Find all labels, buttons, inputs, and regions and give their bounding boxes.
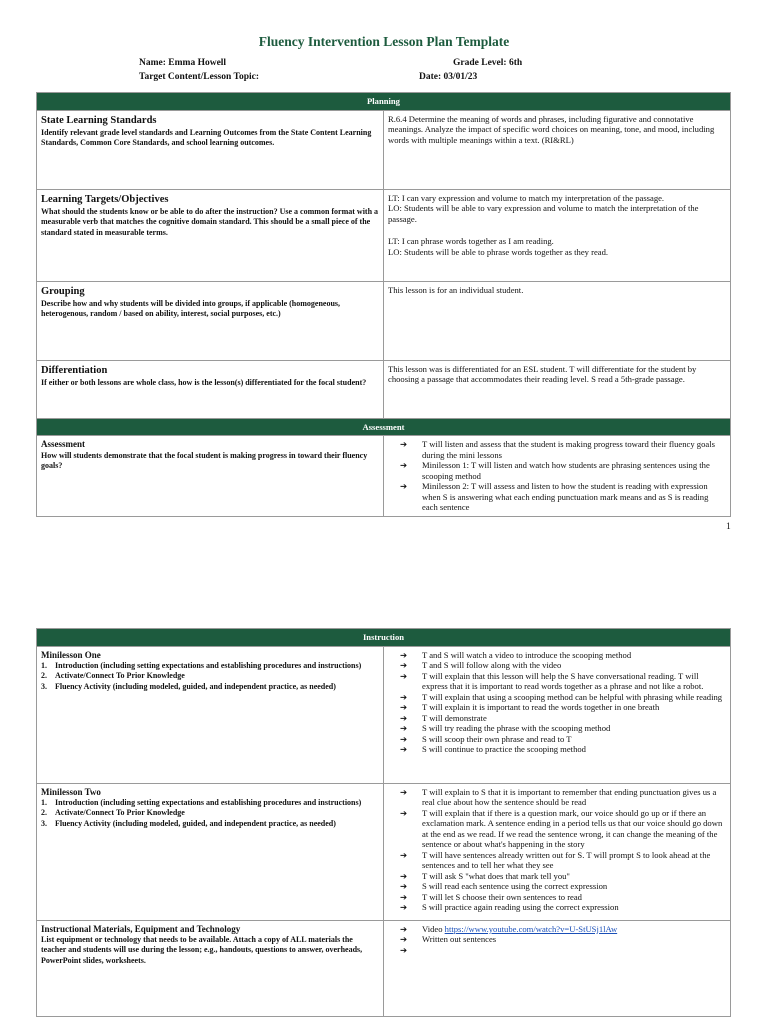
steps-list <box>41 798 379 829</box>
row-heading: State Learning Standards <box>41 114 157 126</box>
page-number: 1 <box>726 522 731 532</box>
arrow-icon: ➔ <box>400 807 408 818</box>
list-item: ➔ T and S will watch a video to introduce the scooping method <box>388 650 726 660</box>
list-item: ➔ T will demonstrate <box>388 713 726 723</box>
list-item: 3. Fluency Activity (including modeled, guided, and independent practice, as needed) <box>41 818 336 828</box>
planning-assessment-table <box>36 92 731 517</box>
row-content-cell <box>384 783 731 920</box>
list-item: ➔ T will have sentences already written out for S. T will prompt S to look ahead at the sentences and to tell her what they see <box>388 850 726 871</box>
list-item: 3. Fluency Activity (including modeled, guided, and independent practice, as needed) <box>41 681 336 691</box>
date-label: Date: <box>419 72 442 82</box>
list-item: 2. Activate/Connect To Prior Knowledge <box>41 808 185 818</box>
list-item: 1. Introduction (including setting expectations and establishing procedures and instructions) <box>41 797 362 807</box>
row-content-cell <box>384 189 731 281</box>
row-label-cell <box>37 783 384 920</box>
arrow-icon: ➔ <box>400 902 408 913</box>
date-value: 03/01/23 <box>443 72 478 82</box>
arrow-icon: ➔ <box>400 649 408 660</box>
list-item: ➔ Minilesson 2: T will assess and listen to how the student is reading with expression when S is answering what each ending punctuation mark means and as S is reading each sentence <box>388 481 726 512</box>
table-row <box>37 110 731 189</box>
row-content-cell <box>384 281 731 360</box>
student-name-line <box>139 58 226 68</box>
arrow-icon: ➔ <box>400 691 408 702</box>
date-line <box>419 72 477 82</box>
learning-objective: LO: Students will be able to phrase words together as they read. <box>388 246 609 257</box>
row-label-cell <box>37 189 384 281</box>
row-heading: Minilesson One <box>41 649 101 660</box>
grade-level: 6th <box>508 58 523 68</box>
table-row <box>37 189 731 281</box>
student-name: Emma Howell <box>168 58 227 68</box>
arrow-icon: ➔ <box>400 723 408 734</box>
list-item: ➔ Written out sentences <box>388 934 726 944</box>
row-description: Describe how and why students will be divided into groups, if applicable (homogeneous, heterogenous, random / based on ability, interest, social purposes, etc.) <box>41 298 341 319</box>
arrow-icon: ➔ <box>400 934 408 945</box>
list-item: ➔ T and S will follow along with the video <box>388 660 726 670</box>
grouping-text: This lesson is for an individual student. <box>388 284 524 295</box>
arrow-icon: ➔ <box>400 733 408 744</box>
standard-text: R.6.4 Determine the meaning of words and phrases, including figurative and connotative meanings. Analyze the impact of specific word choices on meaning, tone, and mood, including words with multiple meanings within a text. (RI&RL) <box>388 113 715 146</box>
row-content-cell <box>384 436 731 516</box>
materials-list <box>388 924 726 955</box>
arrow-icon: ➔ <box>400 712 408 723</box>
arrow-icon: ➔ <box>400 744 408 755</box>
arrow-icon: ➔ <box>400 702 408 713</box>
list-item: 1. Introduction (including setting expectations and establishing procedures and instructions) <box>41 660 362 670</box>
table-row <box>37 436 731 516</box>
list-item: ➔ T will explain that if there is a question mark, our voice should go up or if there an exclamation mark. A sentence ending in a period tells us that our voice should go down at the end as we read. If we read the sentence wrong, it can change the meaning of the sentence or about what's happening in the story <box>388 808 726 850</box>
learning-target: LT: I can vary expression and volume to match my interpretation of the passage. <box>388 192 665 203</box>
row-content-cell <box>384 110 731 189</box>
arrow-icon: ➔ <box>400 881 408 892</box>
document-title: Fluency Intervention Lesson Plan Template <box>258 34 510 49</box>
table-row <box>37 646 731 783</box>
list-item: ➔ S will continue to practice the scooping method <box>388 744 726 754</box>
row-label-cell <box>37 920 384 1016</box>
list-item: ➔ T will ask S "what does that mark tell you" <box>388 871 726 881</box>
row-heading: Learning Targets/Objectives <box>41 193 169 205</box>
row-content-cell <box>384 360 731 418</box>
arrow-icon: ➔ <box>400 481 408 492</box>
row-label-cell <box>37 436 384 516</box>
learning-objective: LO: Students will be able to vary expression and volume to match the interpretation of the passage. <box>388 203 699 225</box>
list-item: ➔ T will let S choose their own sentences to read <box>388 892 726 902</box>
row-heading: Grouping <box>41 285 85 297</box>
list-item: ➔ S will practice again reading using the correct expression <box>388 902 726 912</box>
list-item: ➔ T will explain it is important to read the words together in one breath <box>388 702 726 712</box>
arrow-icon: ➔ <box>400 439 408 450</box>
list-item <box>388 945 726 955</box>
row-content-cell <box>384 920 731 1016</box>
instruction-table <box>36 628 731 1017</box>
learning-target: LT: I can phrase words together as I am reading. <box>388 235 554 246</box>
video-link[interactable]: https://www.youtube.com/watch?v=U-StUSj1lAw <box>444 923 618 934</box>
arrow-icon: ➔ <box>400 849 408 860</box>
row-content-cell <box>384 646 731 783</box>
planning-header: Planning <box>37 93 731 111</box>
list-item: ➔ S will scoop their own phrase and read to T <box>388 734 726 744</box>
list-item: ➔ S will try reading the phrase with the scooping method <box>388 723 726 733</box>
arrow-icon: ➔ <box>400 891 408 902</box>
table-row <box>37 360 731 418</box>
list-item <box>388 924 726 934</box>
list-item: ➔ T will explain that using a scooping method can be helpful with phrasing while reading <box>388 692 726 702</box>
topic-label: Target Content/Lesson Topic: <box>139 72 259 82</box>
list-item: ➔ S will read each sentence using the correct expression <box>388 881 726 891</box>
row-description: What should the students know or be able to do after the instruction? Use a common format with a measurable verb that matches the cognitive domain standard. This should be a small piece of the standard stated in measurable terms. <box>41 206 379 237</box>
arrow-icon: ➔ <box>400 460 408 471</box>
row-label-cell <box>37 110 384 189</box>
instruction-header: Instruction <box>37 629 731 647</box>
row-heading: Assessment <box>41 439 85 450</box>
arrow-icon: ➔ <box>400 670 408 681</box>
row-heading: Minilesson Two <box>41 786 101 797</box>
row-label-cell <box>37 281 384 360</box>
list-item: ➔ T will listen and assess that the student is making progress toward their fluency goals during the mini lessons <box>388 439 726 460</box>
row-heading: Instructional Materials, Equipment and Technology <box>41 923 241 934</box>
arrow-icon: ➔ <box>400 923 408 934</box>
list-item: ➔ T will explain to S that it is important to remember that ending punctuation gives us a real clue about how the sentence should be read <box>388 787 726 808</box>
arrow-icon: ➔ <box>400 660 408 671</box>
row-label-cell <box>37 646 384 783</box>
differentiation-text: This lesson was is differentiated for an ESL student. T will differentiate for the student by choosing a passage that accommodates their reading level. S read a 5th-grade passage. <box>388 363 697 385</box>
table-row <box>37 281 731 360</box>
arrow-icon: ➔ <box>400 786 408 797</box>
row-description: How will students demonstrate that the focal student is making progress in toward their fluency goals? <box>41 450 368 471</box>
row-heading: Differentiation <box>41 364 108 376</box>
assessment-header: Assessment <box>37 418 731 436</box>
list-item: 2. Activate/Connect To Prior Knowledge <box>41 671 185 681</box>
list-item: ➔ Minilesson 1: T will listen and watch how students are phrasing sentences using the scooping method <box>388 460 726 481</box>
name-label: Name: <box>139 58 166 68</box>
video-label: Video <box>422 923 443 934</box>
grade-label: Grade Level: <box>453 58 507 68</box>
row-description: If either or both lessons are whole class, how is the lesson(s) differentiated for the focal student? <box>41 377 367 387</box>
table-row <box>37 783 731 920</box>
grade-level-line <box>453 58 522 68</box>
list-item: ➔ T will explain that this lesson will help the S have conversational reading. T will express that it is important to read words together as a phrase and not like a robot. <box>388 671 726 692</box>
arrow-icon: ➔ <box>400 870 408 881</box>
minilesson-one-list <box>388 650 726 755</box>
minilesson-two-list <box>388 787 726 913</box>
row-label-cell <box>37 360 384 418</box>
row-description: Identify relevant grade level standards and Learning Outcomes from the State Content Learning Standards, Common Core Standards, and school learning outcomes. <box>41 127 372 148</box>
arrow-icon: ➔ <box>400 944 408 955</box>
steps-list <box>41 661 379 692</box>
assessment-list <box>388 439 726 512</box>
table-row <box>37 920 731 1016</box>
row-description: List equipment or technology that needs to be available. Attach a copy of ALL materials the teacher and students will use during the lesson; e.g., handouts, questions to answer, overheads, PowerPoint slides, worksheets. <box>41 934 363 965</box>
topic-line <box>139 72 259 82</box>
